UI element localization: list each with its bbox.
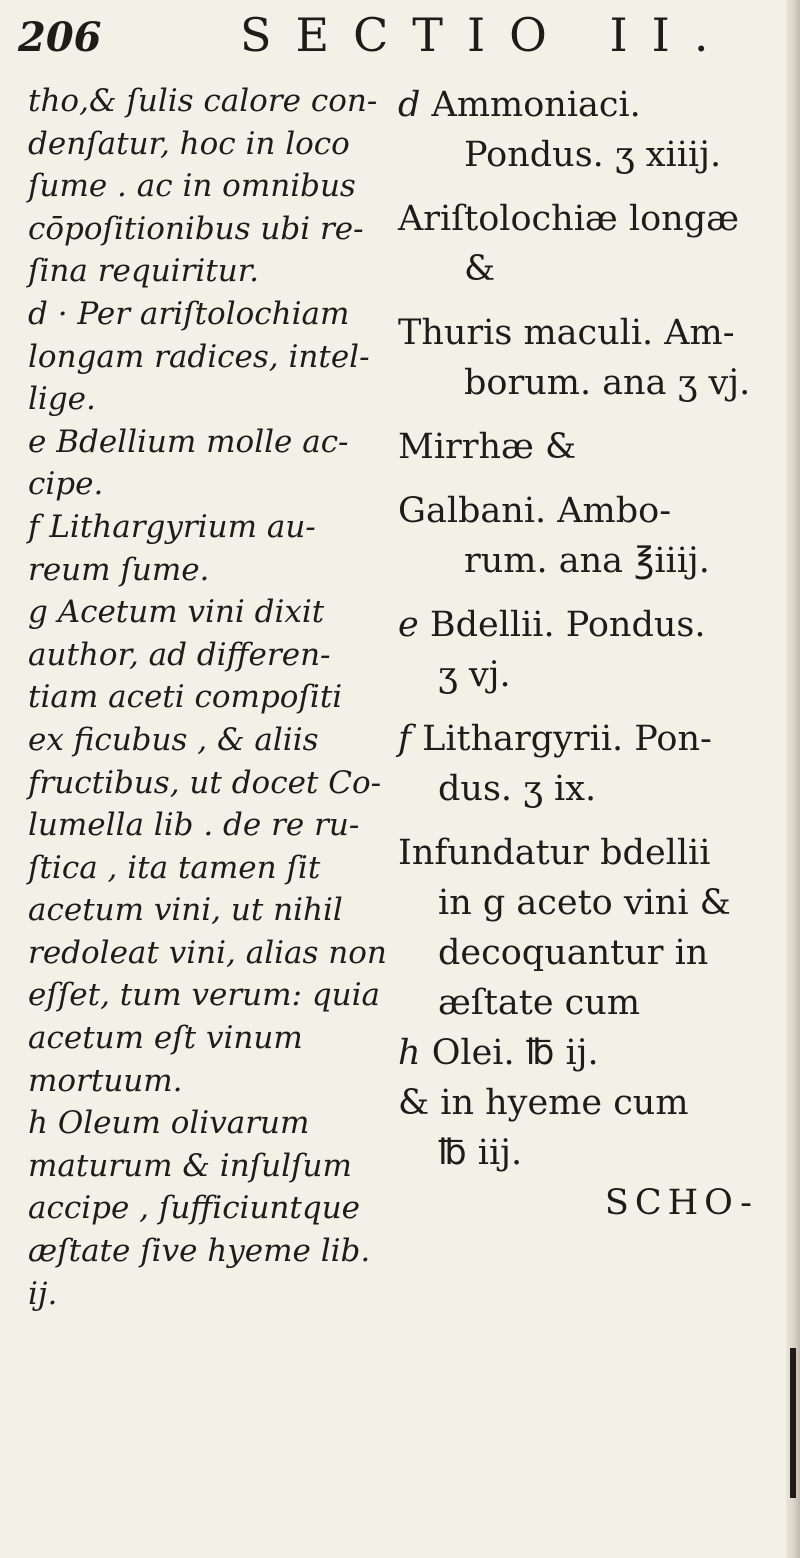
page-header — [0, 6, 800, 66]
recipe-line — [398, 422, 778, 472]
catchword: SCHO- — [604, 1183, 758, 1223]
recipe-text: & in hyeme cum — [398, 1083, 689, 1123]
recipe-column — [398, 80, 778, 1228]
recipe-text: Pondus. ʒ xiiij. — [464, 135, 722, 175]
commentary-line: accipe , ſufficiuntque — [28, 1190, 361, 1227]
commentary-line: ſina requiritur. — [28, 253, 260, 290]
recipe-line — [398, 1028, 778, 1078]
recipe-line — [398, 1078, 778, 1128]
recipe-text: ʒ vj. — [438, 655, 511, 695]
recipe-text: Galbani. Ambo- — [398, 491, 672, 531]
commentary-line: denſatur, hoc in loco — [28, 125, 350, 162]
recipe-text: ℔ iij. — [438, 1133, 523, 1173]
recipe-line — [398, 308, 778, 358]
commentary-line: acetum eſt vinum — [28, 1020, 303, 1057]
commentary-line: d · Per ariſtolochiam — [28, 295, 350, 332]
commentary-line: cipe. — [28, 466, 104, 503]
recipe-text: Olei. ℔ ij. — [431, 1033, 599, 1073]
recipe-text: Lithargyrii. Pon- — [422, 719, 712, 759]
recipe-text: dus. ʒ ix. — [438, 769, 597, 809]
commentary-line: tho,& ſulis calore con- — [28, 83, 378, 119]
margin-mark — [790, 1348, 796, 1498]
commentary-line: ij. — [28, 1275, 58, 1312]
recipe-line — [398, 80, 778, 130]
recipe-line — [398, 764, 778, 814]
recipe-line — [398, 878, 778, 928]
recipe-text: æſtate cum — [438, 983, 641, 1023]
note-mark: f — [398, 719, 411, 759]
recipe-text: Thuris maculi. Am- — [398, 313, 735, 353]
commentary-line: ſtica , ita tamen ſit — [28, 849, 321, 886]
recipe-line — [398, 1128, 778, 1178]
recipe-line — [398, 536, 778, 586]
commentary-line: æſtate ſive hyeme lib. — [28, 1233, 371, 1270]
commentary-line: tiam aceti compoſiti — [28, 679, 343, 716]
recipe-text: rum. ana ℥iiij. — [464, 541, 710, 581]
recipe-text: in g aceto vini & — [438, 883, 731, 923]
recipe-line — [398, 358, 778, 408]
commentary-line: eſſet, tum verum: quia — [28, 977, 381, 1014]
running-head: SECTIO II. — [240, 8, 733, 62]
commentary-line: lige. — [28, 381, 96, 418]
commentary-line: f Lithargyrium au- — [28, 508, 316, 545]
recipe-line — [398, 928, 778, 978]
commentary-line: maturum & inſulſum — [28, 1147, 352, 1184]
recipe-line — [398, 600, 778, 650]
note-mark: d — [398, 85, 421, 125]
recipe-line — [398, 486, 778, 536]
recipe-line — [398, 650, 778, 700]
recipe-text: borum. ana ʒ vj. — [464, 363, 751, 403]
commentary-line: lumella lib . de re ru- — [28, 807, 360, 844]
commentary-line: longam radices, intel- — [28, 338, 370, 375]
recipe-line — [398, 130, 778, 180]
recipe-line — [398, 978, 778, 1028]
page-number: 206 — [18, 14, 102, 61]
note-mark: e — [398, 605, 419, 645]
recipe-text: Mirrhæ & — [398, 427, 577, 467]
commentary-line: mortuum. — [28, 1062, 183, 1099]
recipe-line — [398, 828, 778, 878]
note-mark: h — [398, 1033, 421, 1073]
recipe-text: Bdellii. Pondus. — [429, 605, 706, 645]
commentary-line: e Bdellium molle ac- — [28, 423, 349, 460]
recipe-text: Ammoniaci. — [431, 85, 641, 125]
recipe-line — [398, 194, 778, 244]
page-edge — [786, 0, 800, 1558]
recipe-text: Infundatur bdellii — [398, 833, 711, 873]
commentary-line: acetum vini, ut nihil — [28, 892, 343, 929]
commentary-line: redoleat vini, alias non — [28, 934, 387, 971]
commentary-line: cōpoſitionibus ubi re- — [28, 210, 364, 247]
recipe-text: & — [464, 249, 496, 289]
commentary-line: fructibus, ut docet Co- — [28, 764, 382, 801]
recipe-text: decoquantur in — [438, 933, 709, 973]
commentary-line: author, ad differen- — [28, 636, 331, 673]
commentary-line: h Oleum olivarum — [28, 1105, 310, 1142]
recipe-line — [398, 714, 778, 764]
commentary-line: ſume . ac in omnibus — [28, 168, 356, 205]
commentary-line: g Acetum vini dixit — [28, 594, 325, 631]
commentary-column — [28, 80, 390, 1315]
recipe-text: Ariſtolochiæ longæ — [398, 199, 740, 239]
commentary-line: reum ſume. — [28, 551, 210, 588]
recipe-line — [398, 244, 778, 294]
commentary-line: ex ficubus , & aliis — [28, 721, 319, 758]
